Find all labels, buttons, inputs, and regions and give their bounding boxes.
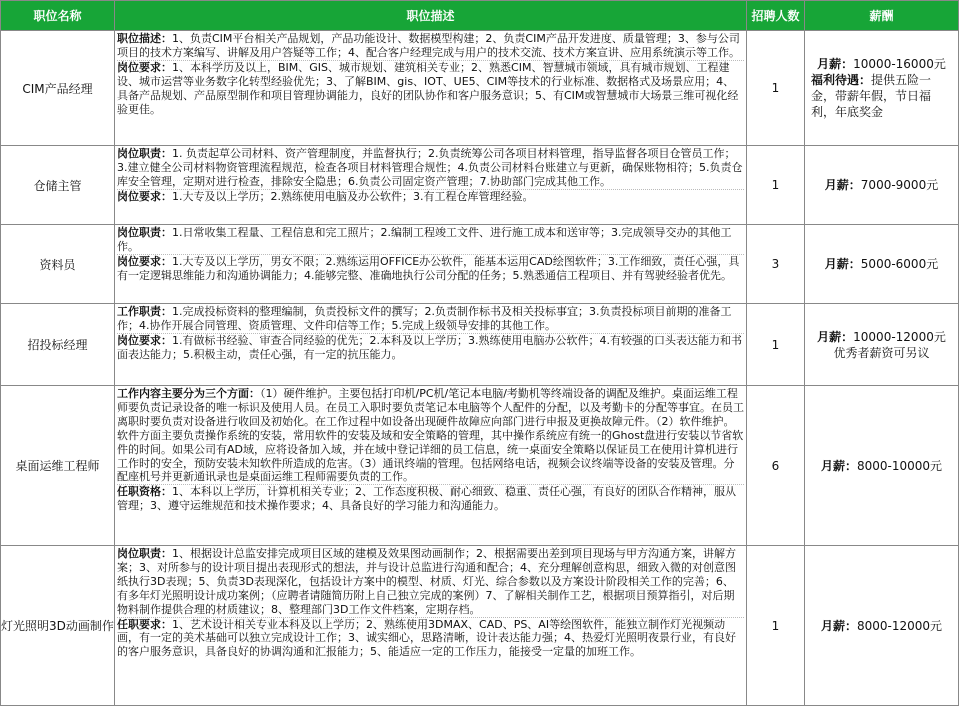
req-label: 任职要求： [117, 617, 172, 631]
desc-label: 工作内容主要分为三个方面： [117, 387, 260, 400]
desc-label: 工作职责： [117, 305, 172, 318]
salary-label: 月薪： [817, 57, 854, 71]
headcount: 1 [747, 304, 805, 386]
headcount: 1 [747, 31, 805, 146]
job-description [115, 225, 747, 304]
compensation [805, 31, 959, 146]
job-title: 招投标经理 [1, 304, 115, 386]
salary-label: 月薪： [824, 257, 861, 271]
salary-value: 10000-12000元 [853, 329, 946, 344]
desc-label: 职位描述： [117, 32, 172, 45]
header-col-name: 职位名称 [1, 1, 115, 31]
salary-label: 月薪： [820, 458, 857, 473]
salary-value: 5000-6000元 [860, 257, 939, 271]
job-title: 仓储主管 [1, 146, 115, 225]
desc-text: 1.完成投标资料的整理编制，负责投标文件的撰写；2.负责制作标书及相关投标事宜；3.负责投标项目前期的准备工作；4.协作开展合同管理、资质管理、文件印信等工作；5.完成上级领导安排的其他工作。 [117, 305, 732, 332]
desc-text: 1. 负责起草公司材料、资产管理制度，并监督执行；2.负责统筹公司各项目材料管理，指导监督各项目仓管员工作；3.建立健全公司材料物资管理流程规范，检查各项目材料管理合规性；4.负责公司材料台账建立与更新，确保账物相符；5.负责仓库安全管理，定期对进行检查，排除安全隐患；6.负责公司固定资产管理；7.协助部门完成其他工作。 [117, 147, 743, 188]
req-label: 岗位要求： [117, 60, 172, 74]
req-text: 1.大专及以上学历，男女不限；2.熟练运用OFFICE办公软件，能基本运用CAD绘图软件；3.工作细致，责任心强，具有一定逻辑思维能力和沟通协调能力；4.能够完整、准确地执行公司分配的任务；5.熟悉通信工程项目、并有驾驶经验者优先。 [117, 254, 740, 282]
req-text: 1、艺术设计相关专业本科及以上学历；2、熟练使用3DMAX、CAD、PS、AI等绘图软件，能独立制作灯光视频动画，有一定的美术基础可以独立完成设计工作；3、诚实细心，思路清晰，设计表达能力强；4、热爱灯光照明夜景行业，有良好的客户服务意识，具备良好的协调沟通和汇报能力；5、能适应一定的工作压力，能接受一定量的加班工作。 [117, 617, 736, 659]
req-label: 任职资格： [117, 485, 172, 499]
job-title: 灯光照明3D动画制作 [1, 546, 115, 706]
table-row [1, 304, 959, 386]
salary-note: 优秀者薪资可另议 [833, 345, 930, 360]
header-col-desc: 职位描述 [115, 1, 747, 31]
desc-label: 岗位职责： [117, 226, 172, 239]
desc-text: （1）硬件维护。主要包括打印机/PC机/笔记本电脑/考勤机等终端设备的调配及维护。桌面运维工程师要负责记录设备的唯一标识及使用人员。在员工入职时要负责笔记本电脑等个人配件的分配，以及考勤卡的分配等事宜。在员工离职时要负责对设备进行收回及初始化。在工作过程中如设备出现硬件故障应向部门进行申报及更换故障元件。（2）软件维护。软件方面主要负责操作系统的安装，常用软件的安装及域和安全策略的管理，其中操作系统应有统一的Ghost盘进行安装以节省软件的时间。如果公司有AD域，应将设备加入域，并在域中登记详细的员工信息，统一桌面安全策略以保证员工在使用计算机进行工作时的安全，预防安装未知软件所造成的危害。（3）通讯终端的管理。包括网络电话，视频会议终端等设备的安装及管理。分配座机号并更新通讯录也是桌面运维工程师需要负责的工作。 [117, 387, 744, 484]
salary-label: 月薪： [817, 329, 854, 344]
headcount: 3 [747, 225, 805, 304]
req-text: 1、本科以上学历，计算机相关专业；2、工作态度积极、耐心细致、稳重、责任心强，有良好的团队合作精神，服从管理；3、遵守运维规范和技术操作要求；4、具备良好的学习能力和沟通能力。 [117, 485, 736, 513]
salary-value: 8000-10000元 [856, 458, 943, 473]
table-row [1, 146, 959, 225]
table-row [1, 386, 959, 546]
job-title: CIM产品经理 [1, 31, 115, 146]
job-description [115, 386, 747, 546]
header-col-pay: 薪酬 [805, 1, 959, 31]
req-label: 岗位要求： [117, 333, 172, 347]
req-label: 岗位要求： [117, 254, 172, 268]
headcount: 6 [747, 386, 805, 546]
compensation [805, 146, 959, 225]
compensation [805, 304, 959, 386]
desc-text: 1.日常收集工程量、工程信息和完工照片；2.编制工程竣工文件、进行施工成本和送审等；3.完成领导交办的其他工作。 [117, 226, 732, 253]
table-row [1, 225, 959, 304]
benefit-label: 福利待遇： [811, 73, 872, 87]
salary-value: 7000-9000元 [860, 178, 939, 192]
header-col-count: 招聘人数 [747, 1, 805, 31]
job-title: 桌面运维工程师 [1, 386, 115, 546]
req-text: 1、本科学历及以上，BIM、GIS、城市规划、建筑相关专业；2、熟悉CIM、智慧城市领域，具有城市规划、工程建设、城市运营等业务数字化转型经验优先；3、了解BIM、gis、IOT、UE5、CIM等技术的行业标准、数据格式及场景应用；4、具备产品规划、产品原型制作和项目管理协调能力，良好的团队协作和客户服务意识；5、有CIM或智慧城市大场景三维可视化经验更佳。 [117, 60, 739, 116]
desc-label: 岗位职责： [117, 547, 172, 560]
table-row [1, 546, 959, 706]
desc-label: 岗位职责： [117, 147, 172, 160]
headcount: 1 [747, 146, 805, 225]
req-text: 1.有做标书经验、审查合同经验的优先；2.本科及以上学历；3.熟练使用电脑办公软件；4.有较强的口头表达能力和书面表达能力；5.积极主动，责任心强，有一定的抗压能力。 [117, 333, 742, 361]
job-description [115, 546, 747, 706]
salary-label: 月薪： [824, 178, 861, 192]
compensation [805, 546, 959, 706]
job-title: 资料员 [1, 225, 115, 304]
salary-value: 10000-16000元 [853, 57, 946, 71]
headcount: 1 [747, 546, 805, 706]
job-description [115, 146, 747, 225]
desc-text: 1、负责CIM平台相关产品规划，产品功能设计、数据模型构建；2、负责CIM产品开发进度、质量管理；3、参与公司项目的技术方案编写、讲解及用户答疑等工作；4、配合客户经理完成与用户的技术交流、技术方案宣讲、应用系统演示等工作。 [117, 32, 740, 59]
req-label: 岗位要求： [117, 189, 172, 203]
compensation [805, 225, 959, 304]
job-description [115, 31, 747, 146]
compensation [805, 386, 959, 546]
req-text: 1.大专及以上学历；2.熟练使用电脑及办公软件；3.有工程仓库管理经验。 [172, 189, 534, 203]
salary-label: 月薪： [820, 618, 857, 633]
header-row [1, 1, 959, 31]
salary-value: 8000-12000元 [856, 618, 943, 633]
job-description [115, 304, 747, 386]
benefit-value: 提供五险一金，带薪年假，节日福利，年底奖金 [811, 73, 932, 119]
desc-text: 1、根据设计总监安排完成项目区域的建模及效果图动画制作；2、根据需要出差到项目现场与甲方沟通方案，讲解方案；3、对所参与的设计项目提出表现形式的想法，并与设计总监进行沟通和配合；4、充分理解创意构思，细致入微的对创意图纸执行3D表现；5、负责3D表现深化，包括设计方案中的模型、材质、灯光、综合参数以及方案设计阶段相关工作的完善；6、有多年灯光照明设计成功案例；（应聘者请随简历附上自己独立完成的案例）7、了解相关制作工艺，根据项目预算指引，对后期物料制作提供合理的材质建议；8、整理部门3D工作文件档案，定期存档。 [117, 547, 736, 616]
table-row [1, 31, 959, 146]
